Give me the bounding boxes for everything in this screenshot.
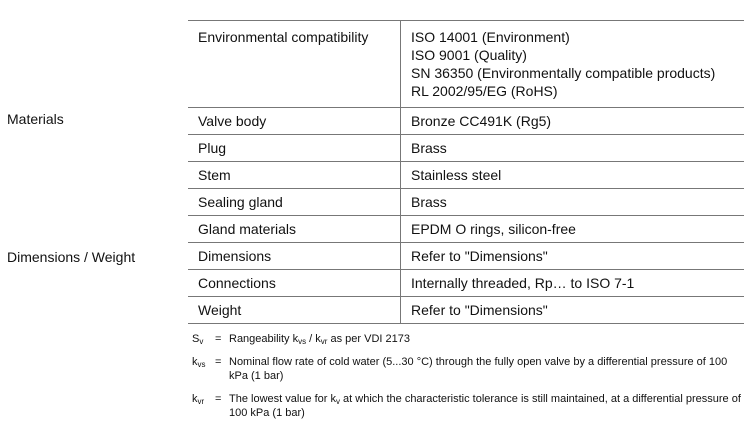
table-row [188,189,744,216]
footnote-kvr [192,392,742,420]
footnote-text: The lowest value for $k_v$ at which the characteristic tolerance is still maintained, at a differential pressure of 100 kPa (1 bar) [229,393,741,419]
table-row [188,135,744,162]
table-row [188,243,744,270]
equals-sign: = [215,393,222,405]
equals-sign: = [215,356,222,368]
footnotes [192,332,742,429]
footnote-symbol: $k_{vs}$ [192,356,206,369]
row-value-line: ISO 14001 (Environment) [411,29,570,45]
table-row [188,162,744,189]
row-key: Plug [198,140,227,156]
row-value-line: ISO 9001 (Quality) [411,47,527,63]
row-value-line: SN 36350 (Environmentally compatible products) [411,65,716,81]
footnote-symbol: $S_v$ [192,333,204,346]
row-key: Connections [198,275,276,291]
row-key: Stem [198,167,231,183]
footnote-text: Nominal flow rate of cold water (5...30 °C) through the fully open valve by a differential pressure of 100 kPa (1 bar) [229,356,728,382]
table-row [188,108,744,135]
row-value: Refer to "Dimensions" [401,243,745,270]
row-value: Internally threaded, Rp… to ISO 7-1 [401,270,745,297]
row-value-line: RL 2002/95/EG (RoHS) [411,83,558,99]
footnote-symbol: $k_{vr}$ [192,393,205,406]
row-key: Sealing gland [198,194,283,210]
table-row [188,297,744,324]
row-key: Weight [198,302,242,318]
table-row [188,216,744,243]
footnote-kvs [192,355,742,383]
row-value: Refer to "Dimensions" [401,297,745,324]
row-value: Bronze CC491K (Rg5) [401,108,745,135]
row-key: Valve body [198,113,267,129]
table-row [188,21,744,108]
equals-sign: = [215,333,222,345]
section-label-materials: Materials [7,111,64,127]
row-key: Gland materials [198,221,297,237]
row-value: Stainless steel [401,162,745,189]
row-key: Dimensions [198,248,272,264]
row-value: Brass [401,189,745,216]
table-row [188,270,744,297]
row-value [401,21,745,108]
row-key: Environmental compatibility [198,29,369,45]
section-label-dimensions-weight: Dimensions / Weight [7,249,136,265]
footnote-sv [192,332,742,346]
spec-table [188,20,744,324]
row-value: EPDM O rings, silicon-free [401,216,745,243]
row-value: Brass [401,135,745,162]
footnote-text: Rangeability $k_{vs} / k_{vr}$ as per VDI 2173 [229,333,410,346]
